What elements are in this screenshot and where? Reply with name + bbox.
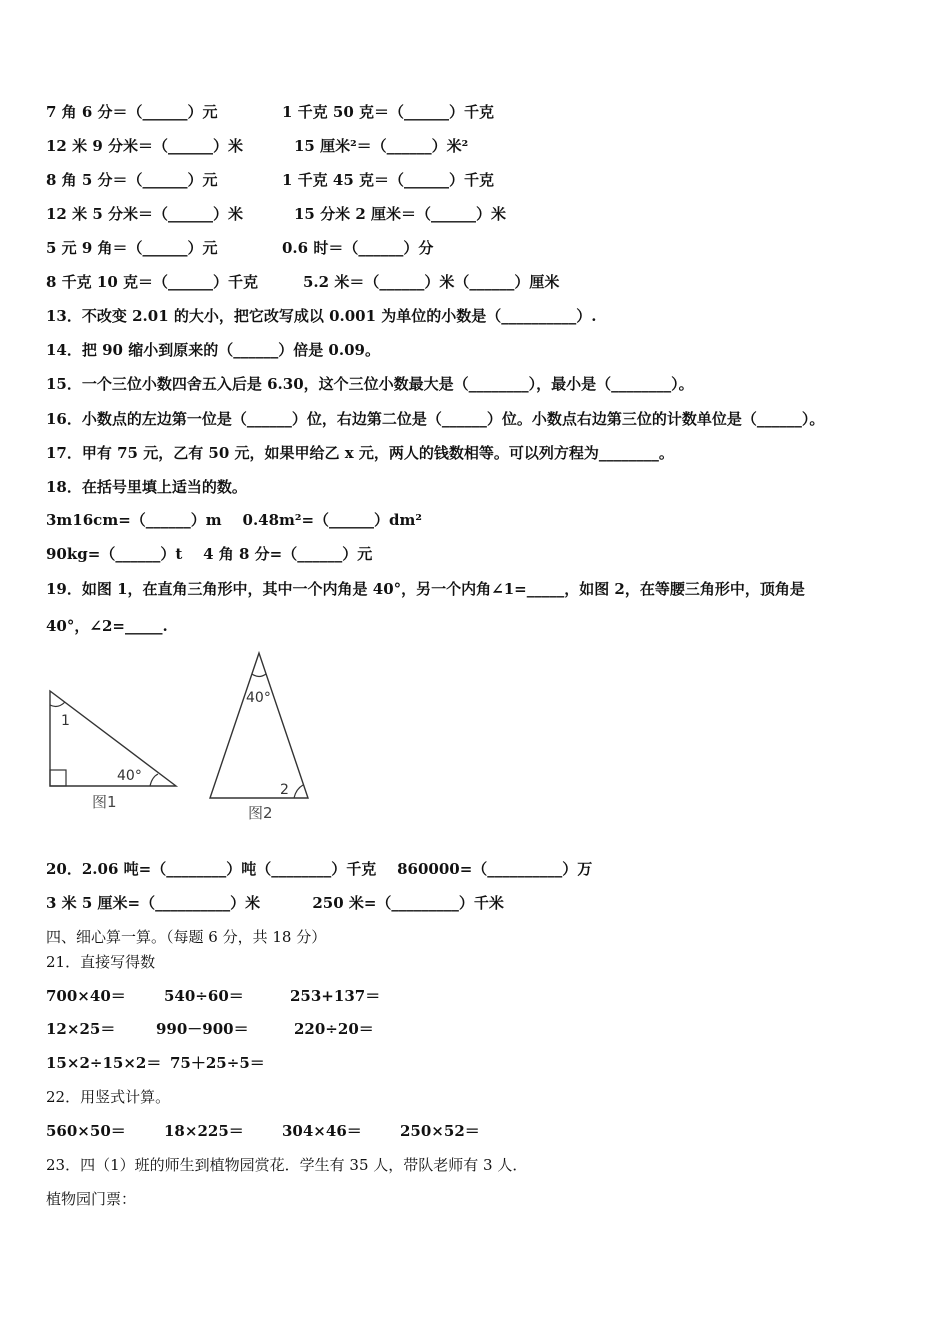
angle-40-label-fig2: 40° [246, 690, 271, 706]
triangle-1-shape [50, 691, 176, 786]
triangle-2-shape [210, 653, 308, 798]
angle-40-arc-fig1 [150, 774, 158, 786]
conv-row4-right: 15 分米 2 厘米＝（______）米 [294, 205, 506, 223]
conv-row1-right: 1 千克 50 克＝（______）千克 [282, 103, 494, 121]
vertical-calc-item: 250×52＝ [400, 1122, 480, 1140]
calc-item: 700×40＝ [46, 987, 126, 1005]
vertical-calc-item: 304×46＝ [282, 1122, 362, 1140]
section-4-heading: 四、细心算一算。（每题 6 分，共 18 分） [46, 928, 327, 946]
question-18-line1: 3m16cm=（______）m 0.48m²=（______）dm² [46, 511, 422, 529]
question-17: 17．甲有 75 元，乙有 50 元，如果甲给乙 x 元，两人的钱数相等。可以列方程为________。 [46, 444, 674, 462]
conv-row6-right: 5.2 米＝（______）米（______）厘米 [303, 273, 560, 291]
right-angle-mark [50, 770, 66, 786]
question-21-title: 21．直接写得数 [46, 953, 156, 971]
question-16: 16．小数点的左边第一位是（______）位，右边第二位是（______）位。小数点右边第三位的计数单位是（______）。 [46, 410, 825, 428]
conv-row1-left: 7 角 6 分＝（______）元 [46, 103, 218, 121]
question-20-line1: 20．2.06 吨=（________）吨（________）千克 860000=（__________）万 [46, 860, 593, 878]
calc-item: 540÷60＝ [164, 987, 244, 1005]
angle-2-arc [294, 785, 303, 798]
question-23-line1: 23．四（1）班的师生到植物园赏花．学生有 35 人，带队老师有 3 人． [46, 1156, 528, 1174]
question-20-line2: 3 米 5 厘米=（__________）米 250 米=（_________）千米 [46, 894, 504, 912]
angle-1-label: 1 [61, 713, 70, 729]
calc-item: 990－900＝ [156, 1020, 249, 1038]
question-22-title: 22．用竖式计算。 [46, 1088, 171, 1106]
conv-row4-left: 12 米 5 分米＝（______）米 [46, 205, 243, 223]
conv-row6-left: 8 千克 10 克＝（______）千克 [46, 273, 258, 291]
calc-item: 253+137＝ [290, 987, 381, 1005]
vertical-calc-item: 18×225＝ [164, 1122, 244, 1140]
figure-1-caption: 图1 [92, 793, 117, 811]
question-19-line1: 19．如图 1，在直角三角形中，其中一个内角是 40°，另一个内角∠1=_____，如图 2，在等腰三角形中，顶角是 [46, 580, 805, 598]
angle-40-label-fig1: 40° [117, 768, 142, 784]
conv-row3-right: 1 千克 45 克＝（______）千克 [282, 171, 494, 189]
angle-40-arc-fig2 [252, 674, 266, 677]
conv-row3-left: 8 角 5 分＝（______）元 [46, 171, 218, 189]
calc-item: 15×2÷15×2＝ [46, 1054, 162, 1072]
question-18-title: 18．在括号里填上适当的数。 [46, 478, 247, 496]
conv-row5-right: 0.6 时＝（______）分 [282, 239, 434, 257]
figure-2-isosceles-triangle [204, 648, 316, 828]
conv-row2-right: 15 厘米²＝（______）米² [294, 137, 469, 155]
question-23-line2: 植物园门票： [46, 1190, 137, 1208]
calc-item: 12×25＝ [46, 1020, 116, 1038]
figure-2-caption: 图2 [248, 804, 273, 822]
conv-row2-left: 12 米 9 分米＝（______）米 [46, 137, 243, 155]
calc-item: 220÷20＝ [294, 1020, 374, 1038]
angle-2-label: 2 [280, 782, 289, 798]
question-14: 14．把 90 缩小到原来的（______）倍是 0.09。 [46, 341, 380, 359]
question-15: 15．一个三位小数四舍五入后是 6.30，这个三位小数最大是（________），最小是（________）。 [46, 375, 694, 393]
angle-1-arc [50, 702, 65, 706]
question-13: 13．不改变 2.01 的大小，把它改写成以 0.001 为单位的小数是（__________）. [46, 307, 597, 325]
vertical-calc-item: 560×50＝ [46, 1122, 126, 1140]
figure-1-right-triangle [44, 685, 184, 815]
question-18-line2: 90kg=（______）t 4 角 8 分=（______）元 [46, 545, 373, 563]
question-19-line2: 40°，∠2=_____. [46, 617, 168, 635]
calc-item: 75＋25÷5＝ [170, 1054, 265, 1072]
conv-row5-left: 5 元 9 角＝（______）元 [46, 239, 218, 257]
